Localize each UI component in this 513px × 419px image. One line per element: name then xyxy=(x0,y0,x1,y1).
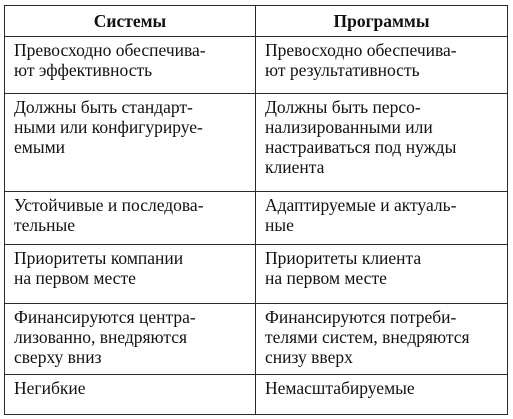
cell-text-line: нализированными или xyxy=(265,116,433,137)
cell-text-line: Превосходно обеспечива- xyxy=(265,40,457,60)
programs-cell xyxy=(256,37,508,94)
cell-text-line: емыми xyxy=(14,136,66,157)
table-row xyxy=(5,245,508,304)
table-row xyxy=(5,37,508,94)
systems-cell xyxy=(5,93,256,191)
header-systems: Системы xyxy=(5,6,256,37)
cell-text-line: Превосходно обеспечива- xyxy=(14,40,206,60)
cell-text-line: сверху вниз xyxy=(14,347,102,368)
programs-cell xyxy=(256,191,508,245)
cell-text-line: на первом месте xyxy=(265,268,387,289)
table-row xyxy=(5,375,508,415)
cell-text-line: Устойчивые и последова- xyxy=(14,194,204,215)
comparison-table xyxy=(4,5,508,415)
cell-text-line: Приоритеты клиента xyxy=(265,248,422,269)
cell-text-line: лизованно, внедряются xyxy=(14,327,188,348)
cell-text-line: на первом месте xyxy=(14,268,136,289)
cell-text-line: Финансируются центра- xyxy=(14,307,196,328)
cell-text-line: клиента xyxy=(265,156,325,177)
systems-cell xyxy=(5,375,256,415)
cell-text-line: Адаптируемые и актуаль- xyxy=(265,194,457,215)
cell-text-line: ными или конфигурируе- xyxy=(14,116,203,137)
cell-text-line: Должны быть персо- xyxy=(265,96,421,117)
cell-text-line: Приоритеты компании xyxy=(14,248,184,269)
programs-cell xyxy=(256,375,508,415)
table-row xyxy=(5,93,508,191)
cell-text-line: ные xyxy=(265,214,294,235)
table-row xyxy=(5,191,508,245)
systems-cell xyxy=(5,304,256,375)
cell-text-line: ют эффективность xyxy=(14,60,153,80)
cell-text-line: снизу вверх xyxy=(265,347,353,368)
cell-text-line: Финансируются потреби- xyxy=(265,307,457,328)
programs-cell xyxy=(256,93,508,191)
header-row xyxy=(5,6,508,37)
cell-text-line: ют результативность xyxy=(265,60,420,80)
cell-text-line: Немасштабируемые xyxy=(265,378,415,399)
programs-cell xyxy=(256,245,508,304)
cell-text-line: Негибкие xyxy=(14,378,86,399)
cell-text-line: телями систем, внедряются xyxy=(265,327,470,348)
table-row xyxy=(5,304,508,375)
systems-cell xyxy=(5,37,256,94)
cell-text-line: тельные xyxy=(14,214,76,235)
cell-text-line: настраиваться под нужды xyxy=(265,136,457,157)
systems-cell xyxy=(5,191,256,245)
header-programs: Программы xyxy=(256,6,508,37)
programs-cell xyxy=(256,304,508,375)
systems-cell xyxy=(5,245,256,304)
cell-text-line: Должны быть стандарт- xyxy=(14,96,193,117)
